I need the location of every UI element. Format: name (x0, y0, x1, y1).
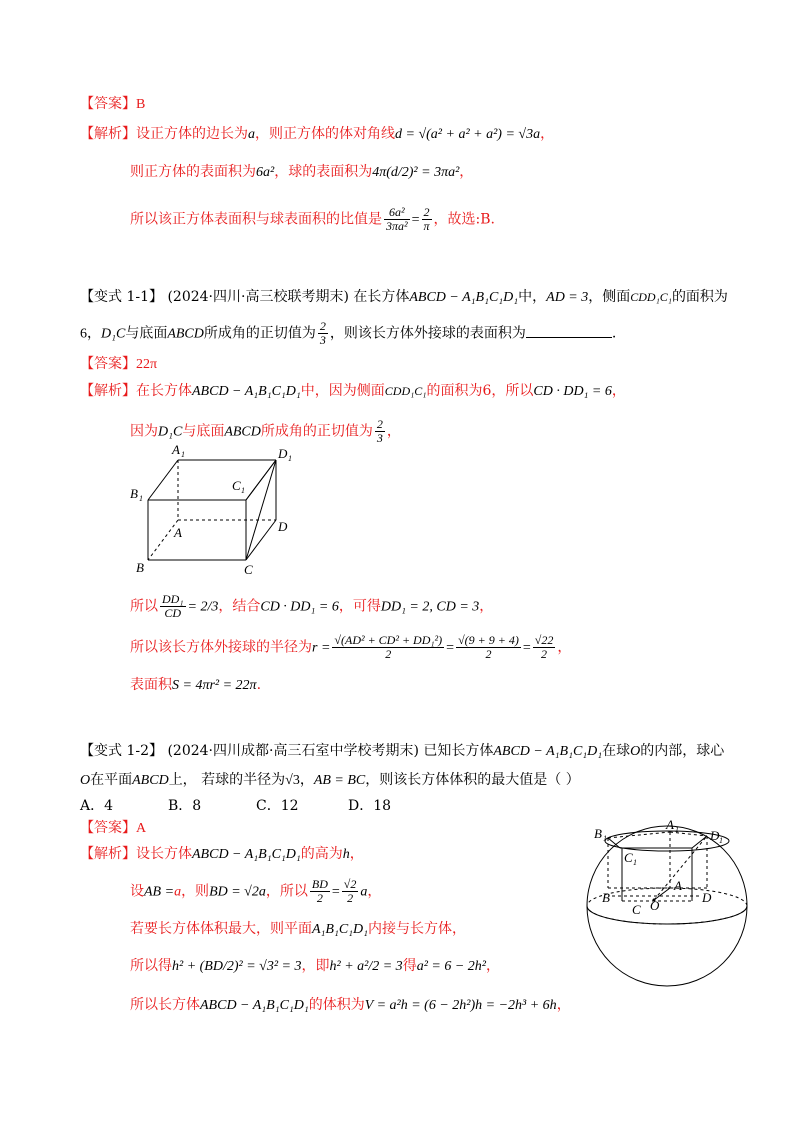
option-c[interactable]: C．12 (256, 798, 299, 814)
answer-label: 【答案】 (80, 820, 136, 836)
svg-text:1: 1 (719, 836, 723, 845)
analysis-line-2-5: 所以长方体ABCD − A₁B₁C₁D₁的体积为V = a²h = (6 − 2h²)h = −2h³ + 6h， (130, 997, 571, 1013)
fig1-label-C: C (244, 562, 253, 577)
question-1-1-line-1: 【变式 1-1】 (2024·四川·高三校联考期末) 在长方体ABCD − A₁B₁C₁D₁中，AD = 3，侧面CDD₁C₁的面积为 (80, 289, 728, 305)
svg-text:1: 1 (139, 494, 143, 503)
fig2-label-D1: D (710, 828, 720, 843)
sphere-figure (582, 818, 752, 1000)
analysis-line-2-2: 设AB =a，则BD = √2a，所以 $\frac{BD}{2}$ = $\frac{√2}{2}$ a， (130, 877, 382, 905)
analysis-label: 【解析】 (80, 846, 136, 862)
answer-line-2 (80, 818, 146, 839)
analysis-line-1-2: 因为D₁C与底面ABCD所成角的正切值为 $\frac{2}{3}$ ， (130, 417, 401, 445)
answer-value: 22π (136, 357, 158, 372)
variant-source: (2024·四川·高三校联考期末) (167, 289, 349, 305)
fig1-label-B1: B (130, 486, 138, 501)
analysis-line-0-1: 【解析】设正方体的边长为a，则正方体的体对角线d = √(a² + a² + a²) = √3a， (80, 126, 555, 142)
fig2-label-O: O (650, 898, 660, 913)
analysis-line-2-3: 若要长方体体积最大，则平面A₁B₁C₁D₁内接与长方体， (130, 921, 467, 937)
analysis-label: 【解析】 (80, 383, 136, 399)
variant-title: 【变式 1-2】 (80, 743, 163, 759)
svg-text:1: 1 (603, 834, 607, 843)
fig1-label-A1: A (172, 442, 180, 457)
diagonal-formula: d = √(a² + a² + a²) = √3a (395, 127, 541, 142)
svg-text:1: 1 (241, 486, 245, 495)
fig2-label-B1: B (594, 826, 602, 841)
answer-line-1 (80, 354, 157, 375)
fig2-label-C: C (632, 902, 641, 917)
answer-value: B (136, 97, 146, 112)
answer-line-0 (80, 94, 145, 115)
svg-text:1: 1 (288, 454, 292, 463)
fig2-label-A: A (674, 878, 682, 893)
cuboid-figure (128, 440, 298, 580)
fig1-label-C1: C (232, 478, 241, 493)
analysis-line-0-3: 所以该正方体表面积与球表面积的比值是 $\frac{\text{6a²}}{\text{3πa²}}$ = $\frac{2}{\pi}$ ，故选:B. (130, 205, 495, 233)
variant-source: (2024·四川成都·高三石室中学校考期末) (167, 743, 419, 759)
fig1-label-D1: D (278, 446, 288, 461)
analysis-line-1-4: 所以该长方体外接球的半径为r = $\frac{\text{√(AD² + CD² + DD₁²)}}{2}$ = $\frac{√(9 + 9 + 4)}{2}$ = $\frac{√22}{2}$ ， (130, 633, 572, 661)
svg-text:1: 1 (633, 858, 637, 867)
fig1-label-A: A (174, 525, 182, 540)
question-1-2-line-1: 【变式 1-2】 (2024·四川成都·高三石室中学校考期末) 已知长方体ABCD − A₁B₁C₁D₁在球O的内部，球心 (80, 743, 725, 759)
fig2-label-C1: C (624, 850, 633, 865)
analysis-line-1-5: 表面积S = 4πr² = 22π. (130, 677, 262, 693)
answer-blank (526, 323, 612, 338)
answer-value: A (136, 821, 147, 836)
ratio-fraction-2: $\frac{2}{\pi}$ (423, 205, 430, 233)
option-a[interactable]: A．4 (80, 798, 114, 814)
svg-text:1: 1 (181, 450, 185, 459)
variant-title: 【变式 1-1】 (80, 289, 163, 305)
analysis-line-1-1: 【解析】在长方体ABCD − A₁B₁C₁D₁中，因为侧面CDD₁C₁的面积为6，所以CD · DD₁ = 6， (80, 383, 626, 399)
option-b[interactable]: B．8 (168, 798, 202, 814)
sphere-area-formula: 4π(d/2)² = 3πa² (372, 165, 460, 180)
analysis-label: 【解析】 (80, 126, 136, 142)
fig2-label-D: D (702, 890, 712, 905)
fig1-label-D: D (278, 519, 288, 534)
answer-label: 【答案】 (80, 96, 136, 112)
fig1-label-B: B (136, 560, 144, 575)
fig2-label-B: B (602, 890, 610, 905)
analysis-line-1-3: 所以 $\frac{\text{DD₁}}{CD}$ = 2/3，结合CD · DD₁ = 6，可得DD₁ = 2, CD = 3， (130, 592, 494, 620)
question-1-1-line-2: 6，D₁C与底面ABCD所成角的正切值为 $\frac{2}{3}$ ，则该长方体外接球的表面积为 . (80, 319, 617, 347)
fig2-label-A1: A (666, 818, 674, 832)
answer-label: 【答案】 (80, 356, 136, 372)
analysis-line-2-4: 所以得h² + (BD/2)² = √3² = 3，即h² + a²/2 = 3得a² = 6 − 2h²， (130, 958, 500, 974)
analysis-line-0-2: 则正方体的表面积为6a²，球的表面积为4π(d/2)² = 3πa²， (130, 164, 474, 180)
option-d[interactable]: D．18 (348, 798, 392, 814)
svg-text:1: 1 (675, 825, 679, 834)
question-1-2-line-2: O在平面ABCD上， 若球的半径为√3，AB = BC，则该长方体体积的最大值是（ ） (80, 772, 580, 788)
analysis-line-2-1: 【解析】设长方体ABCD − A₁B₁C₁D₁的高为h， (80, 846, 364, 862)
ratio-fraction-1: $\frac{\text{6a²}}{\text{3πa²}}$ (386, 205, 408, 233)
